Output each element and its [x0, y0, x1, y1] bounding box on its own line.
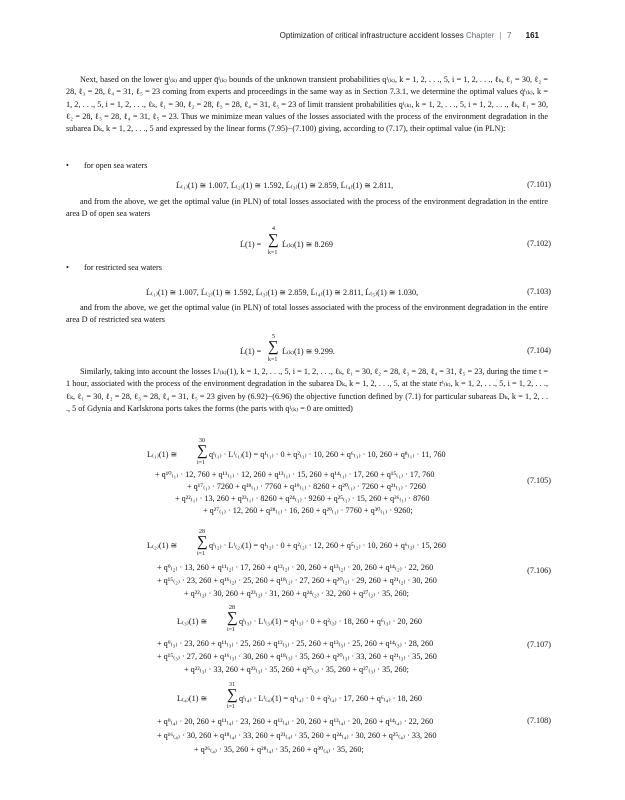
sum-upper-limit: 28 — [229, 605, 235, 611]
equation-number: (7.106) — [527, 566, 551, 575]
equation-line: + q²²₍₃₎ · 33, 260 + q²³₍₃₎ · 35, 260 + q²⁵₍₃₎ · 35, 260 + q²⁷₍₃₎ · 35, 260; — [184, 665, 409, 674]
equation-number: (7.103) — [527, 287, 551, 296]
running-title: Optimization of critical infrastructure accident losses — [279, 31, 464, 40]
equation-line: + q⁹₍₃₎ · 23, 260 + q¹¹₍₃₎ · 25, 260 + q¹²₍₃₎ · 25, 260 + q¹³₍₃₎ · 25, 260 + q¹⁴₍₃₎ · 28, 260 — [157, 639, 434, 648]
equation-number: (7.105) — [527, 476, 551, 485]
equation-number: (7.104) — [527, 346, 551, 355]
equation-line: qⁱ₍₁₎ · Lⁱ₍₁₎(1) = q¹₍₁₎ · 0 + q²₍₁₎ · 10, 260 + q⁶₍₁₎ · 10, 260 + q⁸₍₁₎ · 11, 760 — [209, 450, 446, 459]
summation-icon: ∑ — [268, 232, 279, 248]
equation-lhs: L̇(1) = — [240, 347, 262, 356]
equation-line: + q²²₍₂₎ · 30, 260 + q²³₍₂₎ · 31, 260 + q²⁴₍₂₎ · 32, 260 + q²⁷₍₂₎ · 35, 260; — [184, 589, 409, 598]
bullet-label: for open sea waters — [84, 161, 148, 170]
equation-7-101: L̇₍₁₎(1) ≅ 1.007, L̇₍₂₎(1) ≅ 1.592, L̇₍₃₎(1) ≅ 2.859, L̇₍₄₎(1) ≅ 2.811, — [176, 181, 394, 190]
equation-line: + q⁹₍₂₎ · 13, 260 + q¹¹₍₂₎ · 17, 260 + q¹²₍₂₎ · 20, 260 + q¹³₍₂₎ · 20, 260 + q¹⁴₍₂₎ · 22, 260 — [157, 563, 434, 572]
sum-upper-limit: 30 — [199, 438, 205, 444]
equation-line: qⁱ₍₄₎ · Lⁱ₍₄₎(1) = q¹₍₄₎ · 0 + q²₍₄₎ · 17, 260 + q⁶₍₄₎ · 18, 260 — [239, 694, 422, 703]
sum-upper-limit: 5 — [272, 334, 275, 340]
equation-line: qⁱ₍₂₎ · Lⁱ₍₂₎(1) = q¹₍₂₎ · 0 + q²₍₂₎ · 12, 260 + q⁵₍₂₎ · 10, 260 + q⁶₍₂₎ · 15, 260 — [209, 541, 446, 550]
summation-icon: ∑ — [197, 534, 208, 550]
equation-lhs: L₍₃₎(1) ≅ — [177, 617, 208, 626]
sum-lower-limit: i=1 — [197, 551, 206, 557]
equation-line: + q¹⁵₍₂₎ · 23, 260 + q¹⁶₍₂₎ · 25, 260 + q¹⁸₍₂₎ · 27, 260 + q²⁰₍₂₎ · 29, 260 + q²¹₍₂₎ · 30, 260 — [157, 576, 437, 585]
paragraph-intro: Next, based on the lower q̲ⁱ₍ₖ₎ and upper q̄ⁱ₍ₖ₎ bounds of the unknown transient probabilities qⁱ₍ₖ₎, k = 1, 2, . . ., 5, i = 1, 2, . . ., ℓₖ, ℓ₁ = 30, ℓ₂ = 28, ℓ₃ = 28, ℓ₄ = 31, ℓ₅ = 23 coming from experts and proceedings in the same way as in Section 7.3.1, we determine the optimal values q̇ⁱ₍ₖ₎, k = 1, 2, . . ., 5, i = 1, 2, . . ., ℓₖ, ℓ₁ = 30, ℓ₂ = 28, ℓ₃ = 28, ℓ₄ = 31, ℓ₅ = 23 of limit transient probabilities qⁱ₍ₖ₎, k = 1, 2, . . ., 5, i = 1, 2, . . ., ℓₖ, ℓ₁ = 30, ℓ₂ = 28, ℓ₃ = 28, ℓ₄ = 31, ℓ₅ = 23. Thus we minimize mean values of the losses associated with the process of the environment degradation in the subarea Dₖ, k = 1, 2, . . ., 5 and expressed by the linear forms (7.95)−(7.100) giving, according to (7.17), their optimal value (in PLN): — [66, 75, 548, 134]
paragraph-objective-function: Similarly, taking into account the losses Lⁱ₍ₖ₎(1), k = 1, 2, . . ., 5, i = 1, 2, . . ., ℓₖ, ℓ₁ = 30, ℓ₂ = 28, ℓ₃ = 28, ℓ₄ = 31, ℓ₅ = 23, during the time t = 1 hour, associated with the process of the environment degradation in the subarea Dₖ, k = 1, 2, . . ., 5, at the state rⁱ₍ₖ₎, k = 1, 2, . . ., 5, i = 1, 2, . . ., ℓₖ, ℓ₁ = 30, ℓ₂ = 28, ℓ₃ = 28, ℓ₄ = 31, ℓ₅ = 23 given by (6.92)−(6.96) the objective function defined by (7.1) for particular subareas Dₖ, k = 1, 2, . . ., 5 of Gdynia and Karlskrona ports takes the forms (the parts with qⁱ₍ₖ₎ = 0 are omitted) — [66, 367, 548, 413]
page-number: 161 — [525, 31, 539, 40]
sum-lower-limit: k=1 — [268, 250, 278, 256]
paragraph-open-sea-total: and from the above, we get the optimal value (in PLN) of total losses associated with the process of the environment degradation in the entire area D of open sea waters — [66, 197, 548, 219]
bullet-icon: • — [66, 161, 69, 170]
equation-7-103: L̇₍₁₎(1) ≅ 1.007, L̇₍₂₎(1) ≅ 1.592, L̇₍₃₎(1) ≅ 2.859, L̇₍₄₎(1) ≅ 2.811, L̇₍₅₎(1) ≅ 1.030, — [146, 288, 419, 297]
equation-number: (7.102) — [527, 239, 551, 248]
equation-rhs: L̇₍ₖ₎(1) ≅ 9.299. — [282, 347, 335, 356]
equation-line: + q¹⁵₍₃₎ · 27, 260 + q¹⁶₍₃₎ · 30, 260 + q¹⁸₍₃₎ · 35, 260 + q²⁰₍₃₎ · 33, 260 + q²¹₍₃₎ · 35, 260 — [157, 652, 437, 661]
equation-lhs: L₍₂₎(1) ≅ — [147, 541, 178, 550]
bullet-restricted-sea — [66, 262, 162, 274]
bullet-icon: • — [66, 263, 69, 272]
equation-lhs: L̇(1) = — [240, 240, 262, 249]
chapter-label: Chapter — [465, 31, 495, 40]
equation-number: (7.107) — [527, 640, 551, 649]
sum-lower-limit: k=1 — [268, 357, 278, 363]
equation-line: + q⁹₍₄₎ · 20, 260 + q¹¹₍₄₎ · 23, 260 + q¹²₍₄₎ · 20, 260 + q¹³₍₄₎ · 20, 260 + q¹⁴₍₄₎ · 22, 260 — [157, 717, 434, 726]
bullet-open-sea — [66, 160, 147, 172]
summation-icon: ∑ — [227, 687, 238, 703]
bullet-label: for restricted sea waters — [84, 263, 162, 272]
sum-upper-limit: 4 — [272, 226, 275, 232]
equation-line: + q²²₍₁₎ · 13, 260 + q²³₍₁₎ · 8260 + q²⁴₍₁₎ · 9260 + q²⁵₍₁₎ · 15, 260 + q²⁶₍₁₎ · 8760 — [175, 494, 430, 503]
sum-lower-limit: i=1 — [227, 704, 236, 710]
equation-number: (7.108) — [527, 716, 551, 725]
sum-lower-limit: i=1 — [197, 460, 206, 466]
summation-icon: ∑ — [268, 339, 279, 355]
sum-upper-limit: 28 — [199, 529, 205, 535]
equation-lhs: L₍₁₎(1) ≅ — [147, 450, 178, 459]
sum-lower-limit: i=1 — [227, 627, 236, 633]
equation-line: qⁱ₍₃₎ · Lⁱ₍₃₎(1) = q¹₍₃₎ · 0 + q²₍₃₎ · 18, 260 + q⁶₍₃₎ · 20, 260 — [239, 617, 422, 626]
summation-icon: ∑ — [227, 610, 238, 626]
paragraph-restricted-total: and from the above, we get the optimal value (in PLN) of total losses associated with the process of the environment degradation in the entire area D of restricted sea waters — [66, 303, 548, 325]
equation-line: + q¹⁶₍₄₎ · 30, 260 + q¹⁸₍₄₎ · 33, 260 + q²¹₍₄₎ · 35, 260 + q²⁴₍₄₎ · 30, 260 + q²⁵₍₄₎ · 33, 260 — [157, 731, 437, 740]
summation-icon: ∑ — [197, 443, 208, 459]
equation-line: + q¹⁷₍₁₎ · 7260 + q¹⁸₍₁₎ · 7760 + q¹⁹₍₁₎ · 8260 + q²⁰₍₁₎ · 7260 + q²¹₍₁₎ · 7260 — [187, 482, 426, 491]
equation-rhs: L̇₍ₖ₎(1) ≅ 8.269 — [282, 240, 333, 249]
equation-line: + q²⁷₍₁₎ · 12, 260 + q²⁸₍₁₎ · 16, 260 + q²⁹₍₁₎ · 7760 + q³⁰₍₁₎ · 9260; — [203, 506, 413, 515]
equation-lhs: L₍₄₎(1) ≅ — [177, 694, 208, 703]
equation-line: + q²⁶₍₄₎ · 35, 260 + q²⁸₍₄₎ · 35, 260 + q³⁰₍₄₎ · 35, 260; — [194, 745, 364, 754]
sum-upper-limit: 31 — [229, 682, 235, 688]
running-header — [280, 31, 539, 40]
equation-line: + q¹⁰₍₁₎ · 12, 760 + q¹¹₍₁₎ · 12, 260 + q¹³₍₁₎ · 15, 260 + q¹⁴₍₁₎ · 17, 260 + q¹⁵₍₁₎ · 17, 760 — [155, 470, 435, 479]
chapter-number: 7 — [506, 31, 512, 40]
header-separator: | — [499, 31, 502, 40]
equation-number: (7.101) — [527, 180, 551, 189]
